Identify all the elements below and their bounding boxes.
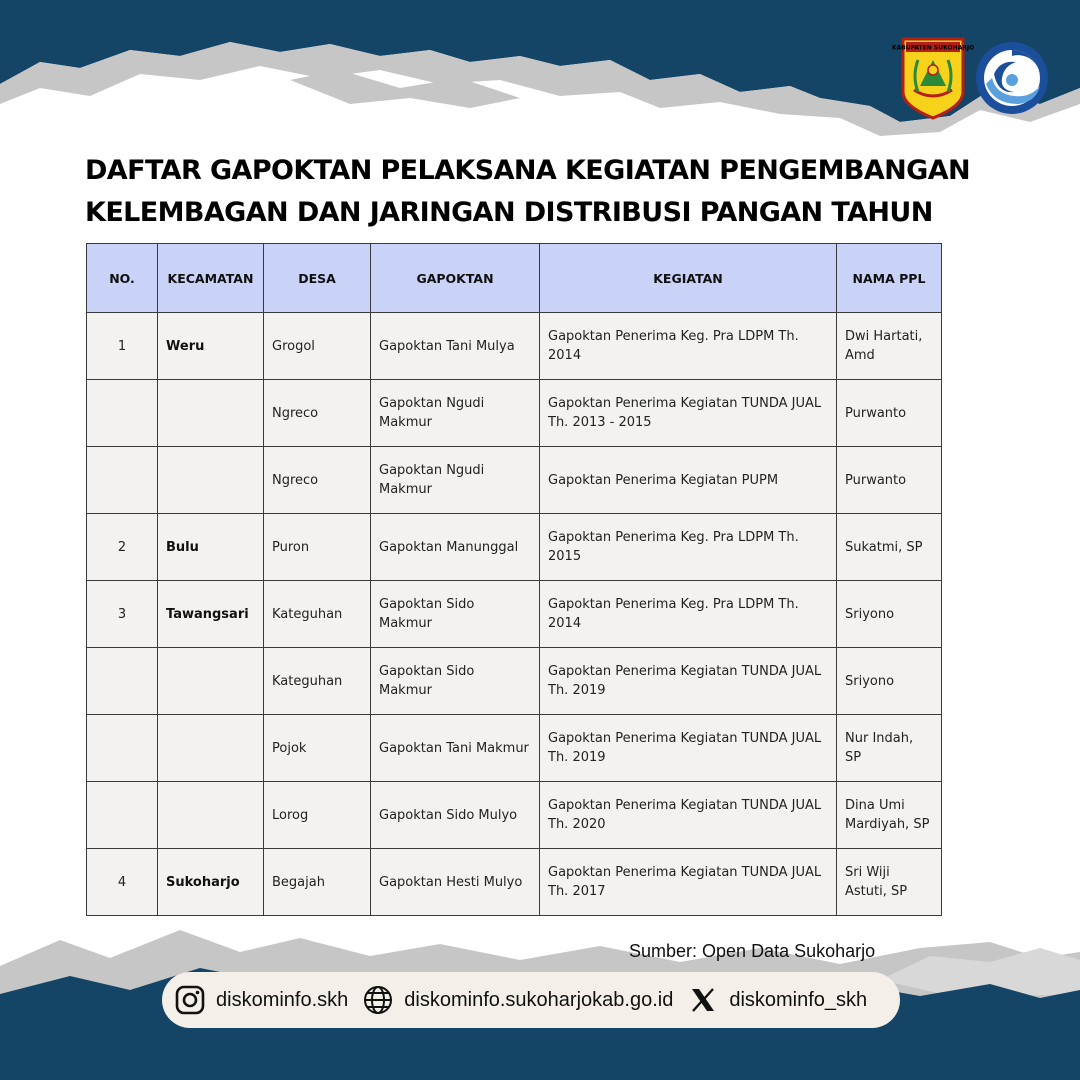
- cell-kecamatan: [158, 648, 264, 715]
- cell-kecamatan: [158, 380, 264, 447]
- column-header-nama-ppl: NAMA PPL: [837, 244, 942, 313]
- cell-kegiatan: Gapoktan Penerima Keg. Pra LDPM Th. 2014: [540, 313, 837, 380]
- cell-kegiatan: Gapoktan Penerima Keg. Pra LDPM Th. 2014: [540, 581, 837, 648]
- sukoharjo-crest-logo: [891, 36, 975, 120]
- social-website[interactable]: [362, 984, 673, 1016]
- cell-gapoktan: Gapoktan Sido Makmur: [371, 581, 540, 648]
- cell-no: [87, 782, 158, 849]
- globe-icon: [362, 984, 394, 1016]
- cell-nama-ppl: Sri Wiji Astuti, SP: [837, 849, 942, 916]
- cell-gapoktan: Gapoktan Hesti Mulyo: [371, 849, 540, 916]
- cell-kecamatan: Bulu: [158, 514, 264, 581]
- table-row: [87, 514, 942, 581]
- cell-nama-ppl: Nur Indah, SP: [837, 715, 942, 782]
- column-header-kegiatan: KEGIATAN: [540, 244, 837, 313]
- social-x-label: diskominfo_skh: [729, 988, 868, 1011]
- x-logo-icon: [687, 984, 719, 1016]
- cell-desa: Kateguhan: [264, 581, 371, 648]
- cell-no: [87, 715, 158, 782]
- column-header-no: NO.: [87, 244, 158, 313]
- table-body: [87, 313, 942, 916]
- cell-gapoktan: Gapoktan Sido Makmur: [371, 648, 540, 715]
- cell-kecamatan: Sukoharjo: [158, 849, 264, 916]
- cell-desa: Begajah: [264, 849, 371, 916]
- social-instagram[interactable]: [174, 984, 348, 1016]
- crest-text: KABUPATEN SUKOHARJO: [891, 44, 975, 52]
- table-row: [87, 380, 942, 447]
- cell-desa: Kateguhan: [264, 648, 371, 715]
- cell-desa: Puron: [264, 514, 371, 581]
- column-header-desa: DESA: [264, 244, 371, 313]
- table-row: [87, 715, 942, 782]
- cell-nama-ppl: Purwanto: [837, 447, 942, 514]
- cell-no: [87, 648, 158, 715]
- cell-kegiatan: Gapoktan Penerima Kegiatan TUNDA JUAL Th. 2020: [540, 782, 837, 849]
- cell-kegiatan: Gapoktan Penerima Kegiatan PUPM: [540, 447, 837, 514]
- header-logos: [891, 36, 1046, 120]
- title-line-2: KELEMBAGAN DAN JARINGAN DISTRIBUSI PANGAN TAHUN: [85, 197, 933, 228]
- column-header-gapoktan: GAPOKTAN: [371, 244, 540, 313]
- cell-gapoktan: Gapoktan Ngudi Makmur: [371, 380, 540, 447]
- cell-no: 4: [87, 849, 158, 916]
- cell-no: [87, 380, 158, 447]
- cell-desa: Ngreco: [264, 380, 371, 447]
- cell-no: 1: [87, 313, 158, 380]
- source-note: Sumber: Open Data Sukoharjo: [629, 941, 876, 961]
- social-bar: [162, 972, 900, 1028]
- title-line-1: DAFTAR GAPOKTAN PELAKSANA KEGIATAN PENGEMBANGAN: [85, 155, 971, 186]
- cell-gapoktan: Gapoktan Manunggal: [371, 514, 540, 581]
- cell-kegiatan: Gapoktan Penerima Kegiatan TUNDA JUAL Th. 2019: [540, 648, 837, 715]
- cell-nama-ppl: Sriyono: [837, 648, 942, 715]
- social-x[interactable]: [687, 984, 867, 1016]
- cell-desa: Grogol: [264, 313, 371, 380]
- cell-nama-ppl: Purwanto: [837, 380, 942, 447]
- cell-kecamatan: Tawangsari: [158, 581, 264, 648]
- table-row: [87, 447, 942, 514]
- instagram-icon: [174, 984, 206, 1016]
- cell-kecamatan: [158, 715, 264, 782]
- table-row: [87, 648, 942, 715]
- cell-kecamatan: [158, 782, 264, 849]
- cell-kegiatan: Gapoktan Penerima Kegiatan TUNDA JUAL Th. 2019: [540, 715, 837, 782]
- cell-kegiatan: Gapoktan Penerima Kegiatan TUNDA JUAL Th. 2017: [540, 849, 837, 916]
- social-instagram-label: diskominfo.skh: [216, 988, 349, 1011]
- table-row: [87, 782, 942, 849]
- table-row: [87, 849, 942, 916]
- column-header-kecamatan: KECAMATAN: [158, 244, 264, 313]
- table-header-row: [87, 244, 942, 313]
- cell-nama-ppl: Dwi Hartati, Amd: [837, 313, 942, 380]
- gapoktan-table: [86, 243, 942, 916]
- cell-gapoktan: Gapoktan Tani Mulya: [371, 313, 540, 380]
- cell-no: [87, 447, 158, 514]
- table-row: [87, 313, 942, 380]
- cell-nama-ppl: Dina Umi Mardiyah, SP: [837, 782, 942, 849]
- cell-no: 2: [87, 514, 158, 581]
- cell-gapoktan: Gapoktan Tani Makmur: [371, 715, 540, 782]
- cell-kecamatan: [158, 447, 264, 514]
- cell-nama-ppl: Sukatmi, SP: [837, 514, 942, 581]
- cell-gapoktan: Gapoktan Ngudi Makmur: [371, 447, 540, 514]
- social-website-label: diskominfo.sukoharjokab.go.id: [404, 988, 674, 1011]
- cell-kecamatan: Weru: [158, 313, 264, 380]
- cell-desa: Pojok: [264, 715, 371, 782]
- cell-gapoktan: Gapoktan Sido Mulyo: [371, 782, 540, 849]
- table-row: [87, 581, 942, 648]
- cell-desa: Ngreco: [264, 447, 371, 514]
- kominfo-logo: [974, 40, 1046, 116]
- cell-kegiatan: Gapoktan Penerima Kegiatan TUNDA JUAL Th. 2013 - 2015: [540, 380, 837, 447]
- cell-nama-ppl: Sriyono: [837, 581, 942, 648]
- cell-kegiatan: Gapoktan Penerima Keg. Pra LDPM Th. 2015: [540, 514, 837, 581]
- cell-no: 3: [87, 581, 158, 648]
- cell-desa: Lorog: [264, 782, 371, 849]
